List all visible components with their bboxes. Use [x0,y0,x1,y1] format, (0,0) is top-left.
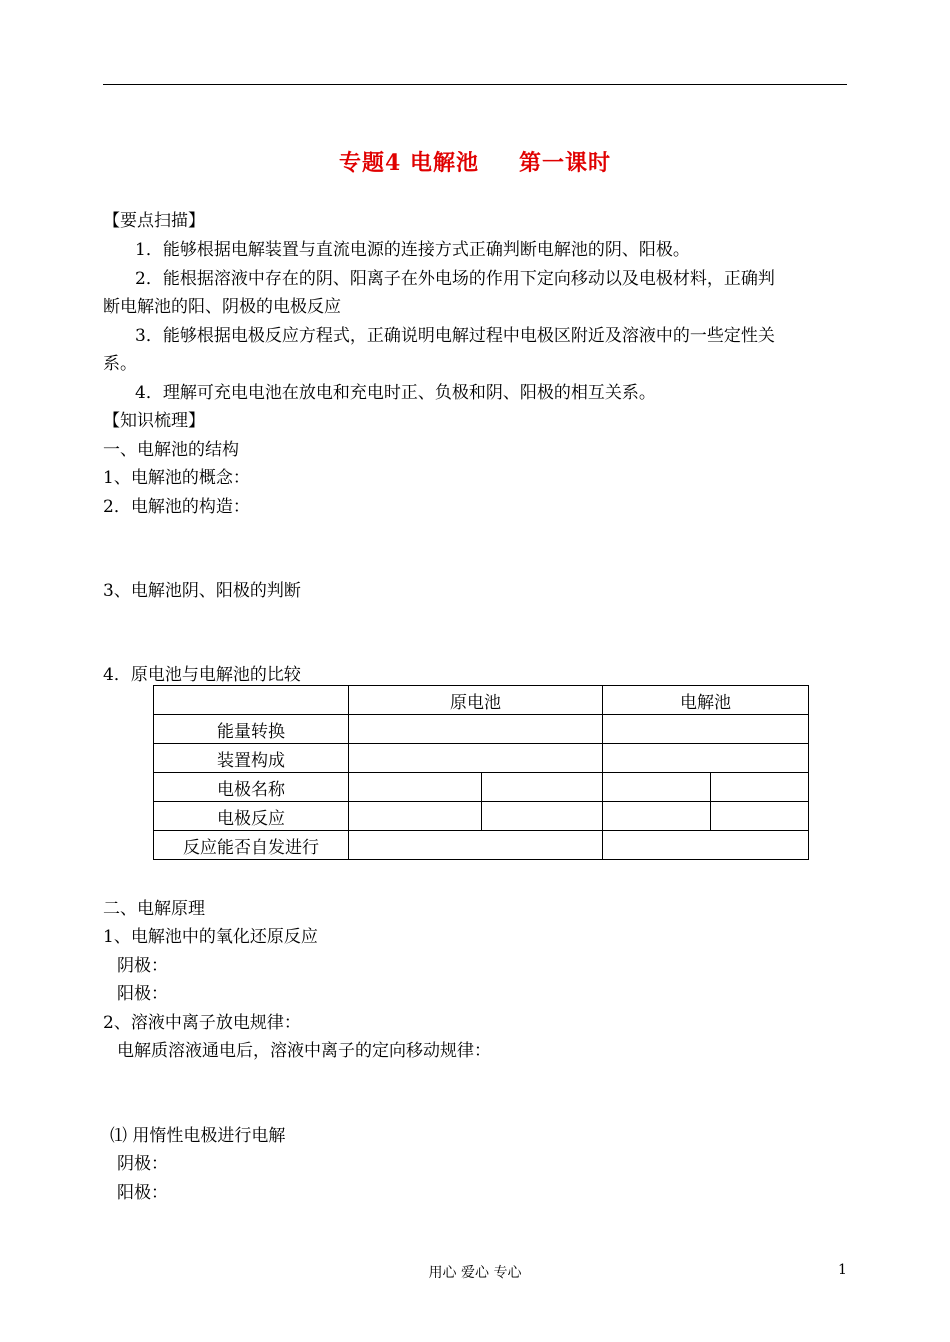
table-cell [603,802,711,831]
page-title [0,146,950,177]
table-cell [349,715,603,744]
footer-text: 用心 爱心 专心 [428,1265,522,1281]
table-cell [603,715,809,744]
table-cell [349,802,482,831]
section-1-2: 2．电解池的构造： [103,497,250,517]
anode-label-1: 阳极： [117,984,168,1004]
table-cell [603,831,809,860]
ion-migration-rule: 电解质溶液通电后，溶液中离子的定向移动规律： [117,1041,491,1061]
header-primary-cell: 原电池 [349,686,603,715]
row-label: 反应能否自发进行 [154,831,349,860]
cathode-label-1: 阴极： [117,956,168,976]
key-point-3b: 系。 [103,354,137,374]
table-cell [603,744,809,773]
table-cell [482,773,603,802]
section-2-1: 1、电解池中的氧化还原反应 [103,927,318,947]
table-header-row [154,686,809,715]
table-row [154,773,809,802]
comparison-table [153,685,809,860]
anode-label-2: 阳极： [117,1183,168,1203]
cathode-label-2: 阴极： [117,1154,168,1174]
table-row [154,802,809,831]
table-cell [711,773,809,802]
header-rule [103,84,847,85]
table-row [154,715,809,744]
table-cell [603,773,711,802]
inert-electrode-heading: ⑴ 用惰性电极进行电解 [110,1126,286,1146]
section-1-3: 3、电解池阴、阳极的判断 [103,581,301,601]
row-label: 能量转换 [154,715,349,744]
key-point-2a: 2．能根据溶液中存在的阴、阳离子在外电场的作用下定向移动以及电极材料，正确判 [135,269,775,289]
page-number: 1 [838,1262,847,1278]
knowledge-header: 【知识梳理】 [103,411,205,431]
table-cell [349,744,603,773]
header-electrolytic-cell: 电解池 [603,686,809,715]
row-label: 电极名称 [154,773,349,802]
table-row [154,744,809,773]
table-corner-cell [154,686,349,715]
key-point-2b: 断电解池的阳、阴极的电极反应 [103,297,341,317]
title-sub: 第一课时 [518,150,611,176]
row-label: 电极反应 [154,802,349,831]
section-2-2: 2、溶液中离子放电规律： [103,1013,301,1033]
key-point-4: 4．理解可充电电池在放电和充电时正、负极和阴、阳极的相互关系。 [135,383,656,403]
table-cell [349,831,603,860]
key-point-1: 1．能够根据电解装置与直流电源的连接方式正确判断电解池的阴、阳极。 [135,240,690,260]
key-points-header: 【要点扫描】 [103,211,205,231]
table-row [154,831,809,860]
table-cell [711,802,809,831]
section-2-heading: 二、电解原理 [103,899,205,919]
section-1-4: 4．原电池与电解池的比较 [103,665,301,685]
row-label: 装置构成 [154,744,349,773]
table-cell [349,773,482,802]
section-1-heading: 一、电解池的结构 [103,440,239,460]
key-point-3a: 3．能够根据电极反应方程式，正确说明电解过程中电极区附近及溶液中的一些定性关 [135,326,775,346]
section-1-1: 1、电解池的概念： [103,468,250,488]
title-main: 专题4 电解池 [339,150,479,176]
table-cell [482,802,603,831]
